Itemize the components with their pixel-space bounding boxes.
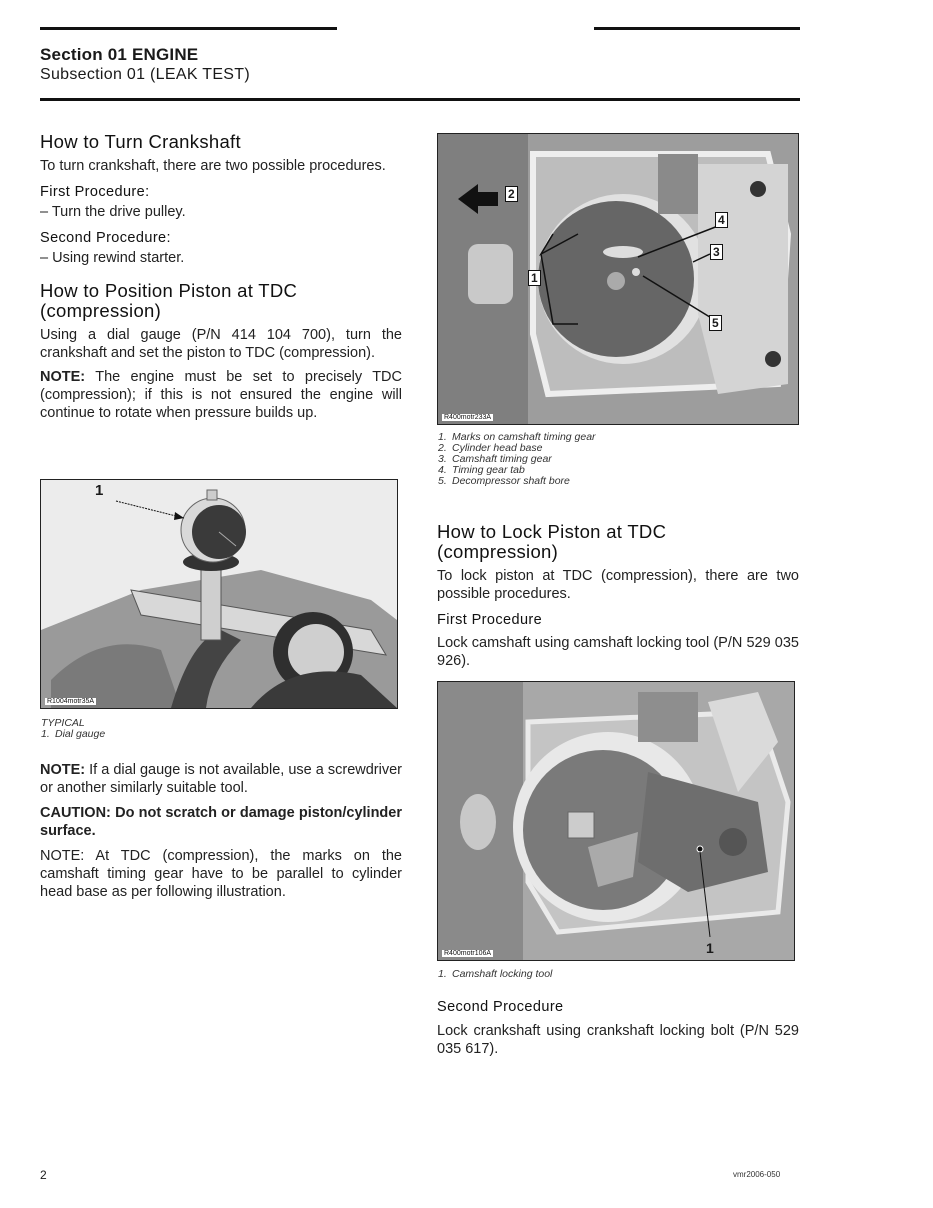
figure-camshaft-timing-gear — [437, 133, 799, 425]
heading-lock-piston — [437, 522, 799, 562]
heading-turn-crankshaft: How to Turn Crankshaft — [40, 131, 241, 152]
note-text: The engine must be set to precisely TDC (compression); if this is not ensured the engine will continue to rotate when pressure builds up. — [40, 369, 402, 421]
heading-position-line1: How to Position Piston at TDC — [40, 280, 298, 301]
caption-title: TYPICAL — [41, 717, 85, 729]
caption-item: 4. Timing gear tab — [438, 464, 525, 476]
caption-item: 1. Marks on camshaft timing gear — [438, 431, 596, 443]
second-procedure-item: – Using rewind starter. — [40, 250, 185, 266]
callout-2: 2 — [505, 186, 518, 202]
note-label: NOTE: — [40, 369, 86, 385]
note-dial-gauge-alternative: NOTE: If a dial gauge is not available, use a screwdriver or another similarly suitable tool. — [40, 762, 402, 796]
heading-position-line2: (compression) — [40, 300, 162, 321]
page-number: 2 — [40, 1168, 47, 1182]
heading-lock-line1: How to Lock Piston at TDC — [437, 521, 667, 542]
caption-item: 3. Camshaft timing gear — [438, 453, 552, 465]
caption-item: 1. Dial gauge — [41, 728, 106, 740]
caution-piston: CAUTION: Do not scratch or damage piston/cylinder surface. — [40, 805, 402, 839]
callout-1: 1 — [706, 940, 714, 956]
callout-1: 1 — [95, 482, 104, 499]
left-column — [40, 132, 402, 422]
header-rule-top-right — [594, 27, 800, 30]
figure-id: R400motr106A — [444, 950, 492, 957]
figure-camshaft-timing-gear-caption — [438, 432, 596, 487]
figure-dial-gauge — [40, 479, 398, 709]
caption-item: 5. Decompressor shaft bore — [438, 475, 570, 487]
figure-dial-gauge-caption — [41, 718, 105, 740]
callout-5: 5 — [709, 315, 722, 331]
header-rule-top-left — [40, 27, 337, 30]
note-label: NOTE: — [40, 762, 86, 778]
lock-second-procedure-label: Second Procedure — [437, 999, 564, 1015]
heading-lock-line2: (compression) — [437, 541, 559, 562]
section-title: Section 01 ENGINE — [40, 45, 199, 64]
callout-1: 1 — [528, 270, 541, 286]
lock-first-procedure-text: Lock camshaft using camshaft locking tool (P/N 529 035 926). — [437, 635, 799, 669]
note-label: NOTE: — [40, 848, 85, 864]
heading-position-piston — [40, 281, 402, 321]
caption-item: 2. Cylinder head base — [438, 442, 543, 454]
figure-id: R1004motr35A — [47, 698, 95, 705]
callout-4: 4 — [715, 212, 728, 228]
position-note — [40, 368, 402, 422]
header-rule-bottom — [40, 98, 800, 101]
camshaft-locking-tool-illustration — [438, 682, 794, 960]
lock-first-procedure-label: First Procedure — [437, 612, 543, 628]
figure-id: R400motr233A — [444, 414, 492, 421]
position-body: Using a dial gauge (P/N 414 104 700), turn the crankshaft and set the piston to TDC (compression). — [40, 327, 402, 361]
dial-gauge-illustration — [41, 480, 397, 708]
subsection-title: Subsection 01 (LEAK TEST) — [40, 66, 250, 83]
callout-3: 3 — [710, 244, 723, 260]
note-tdc-marks: NOTE: At TDC (compression), the marks on the camshaft timing gear have to be parallel to cylinder head base as per following illustration. — [40, 848, 402, 900]
second-procedure-label: Second Procedure: — [40, 230, 171, 246]
right-column-lower — [437, 998, 799, 1058]
camshaft-gear-illustration — [438, 134, 798, 424]
document-code: vmr2006-050 — [733, 1170, 781, 1179]
first-procedure-item: – Turn the drive pulley. — [40, 204, 186, 220]
first-procedure-label: First Procedure: — [40, 184, 150, 200]
figure-camshaft-locking-tool-caption — [438, 969, 552, 980]
figure-camshaft-locking-tool — [437, 681, 795, 961]
right-column-text — [437, 522, 799, 670]
turn-intro: To turn crankshaft, there are two possible procedures. — [40, 158, 386, 174]
lock-second-procedure-text: Lock crankshaft using crankshaft locking bolt (P/N 529 035 617). — [437, 1023, 799, 1057]
caution-label: CAUTION: — [40, 805, 111, 821]
caption-item: 1. Camshaft locking tool — [438, 968, 553, 980]
left-column-lower — [40, 761, 402, 901]
lock-intro: To lock piston at TDC (compression), there are two possible procedures. — [437, 568, 799, 602]
